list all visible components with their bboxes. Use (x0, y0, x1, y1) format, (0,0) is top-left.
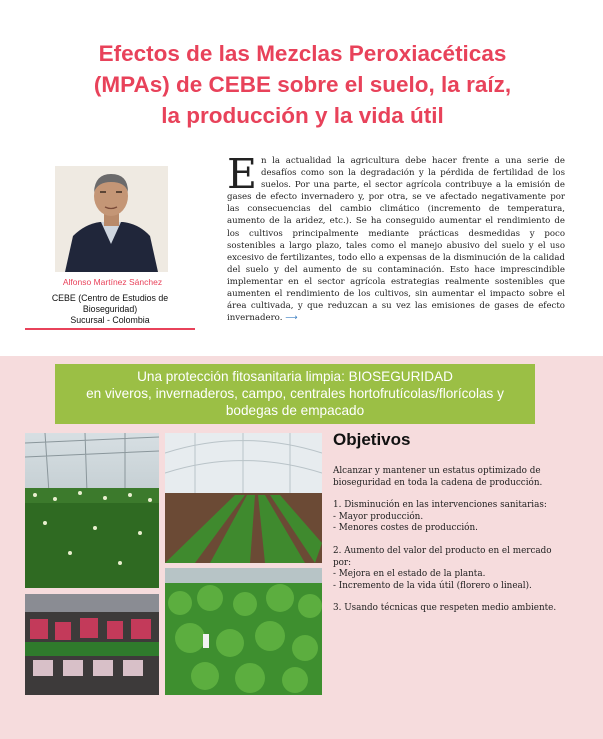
title-line-3: la producción y la vida útil (161, 103, 444, 128)
objectives-intro (333, 466, 573, 489)
continue-arrow-icon: ⟶ (285, 313, 298, 324)
objectives-line: bioseguridad en toda la cadena de producción. (333, 477, 543, 488)
author-divider (25, 328, 195, 330)
objectives-line: - Mayor producción. (333, 511, 424, 522)
title-line-2: (MPAs) de CEBE sobre el suelo, la raíz, (93, 72, 512, 97)
affiliation-line: Bioseguridad) (82, 304, 138, 314)
objectives-line: 1. Disminución en las intervenciones sanitarias: (333, 500, 547, 511)
banner-line-2: en viveros, invernaderos, campo, centrales hortofrutícolas/florícolas y (86, 386, 504, 401)
objectives-line: - Incremento de la vida útil (florero o lineal). (333, 580, 532, 591)
author-name: Alfonso Martínez Sánchez (62, 277, 163, 287)
affiliation-line: Sucursal - Colombia (70, 315, 150, 325)
objectives-line: 3. Usando técnicas que respeten medio ambiente. (333, 603, 557, 614)
objectives-line: - Mejora en el estado de la planta. (333, 569, 486, 580)
banner-line-1: Una protección fitosanitaria limpia: BIOSEGURIDAD (137, 369, 453, 384)
objectives-line: 2. Aumento del valor del producto en el mercado (333, 545, 552, 556)
potted-plants-photo (165, 568, 322, 695)
article-text: n la actualidad la agricultura debe hacer frente a una serie de desafíos como son la degradación y la pérdida de fertilidad de los suelos. Por una parte, el sector agrícola contribuye a la emisión de gases de efecto invernadero y, por otra, se ve afectado negativamente por las consecuencias del cambio climático (incremento de temperatura, aumento de la aridez, etc.). Se ha conseguido aumentar el rendimiento de los cultivos principalmente mediante prácticas desmedidas y poco sostenibles a largo plazo, tales como el manejo abusivo del suelo y el uso excesivo de fertilizantes, todo ello a expensas de la disminución de la calidad del suelo y del aumento de su contaminación. Esto hace imprescindible implementar en el sector agrícola estrategias realmente sostenibles que aumenten el rendimiento de los cultivos, sin aumentar el impacto sobre el área cultivada, y que reduzcan a su vez las emisiones de gases de efecto invernadero. (227, 156, 565, 324)
banner-line-3: bodegas de empacado (225, 403, 365, 418)
article-body (227, 150, 565, 324)
affiliation-line: CEBE (Centro de Estudios de (51, 293, 169, 303)
author-photo (55, 166, 168, 272)
packing-house-photo (25, 594, 159, 695)
objectives-line: por: (333, 557, 352, 568)
article-title (30, 38, 575, 131)
objectives-title: Objetivos (333, 430, 411, 449)
greenhouse-flowers-photo (25, 433, 159, 588)
objectives-body (333, 466, 573, 626)
objective-item-1 (333, 500, 573, 535)
author-affiliation (25, 293, 195, 326)
greenhouse-rows-photo (165, 433, 322, 563)
bioseguridad-banner (55, 364, 535, 424)
objectives-line: Alcanzar y mantener un estatus optimizado de (333, 466, 541, 476)
objective-item-3 (333, 603, 573, 615)
drop-cap: E (227, 150, 257, 198)
title-line-1: Efectos de las Mezclas Peroxiacéticas (98, 41, 507, 66)
objectives-line: - Menores costes de producción. (333, 523, 478, 534)
objective-item-2 (333, 546, 573, 592)
